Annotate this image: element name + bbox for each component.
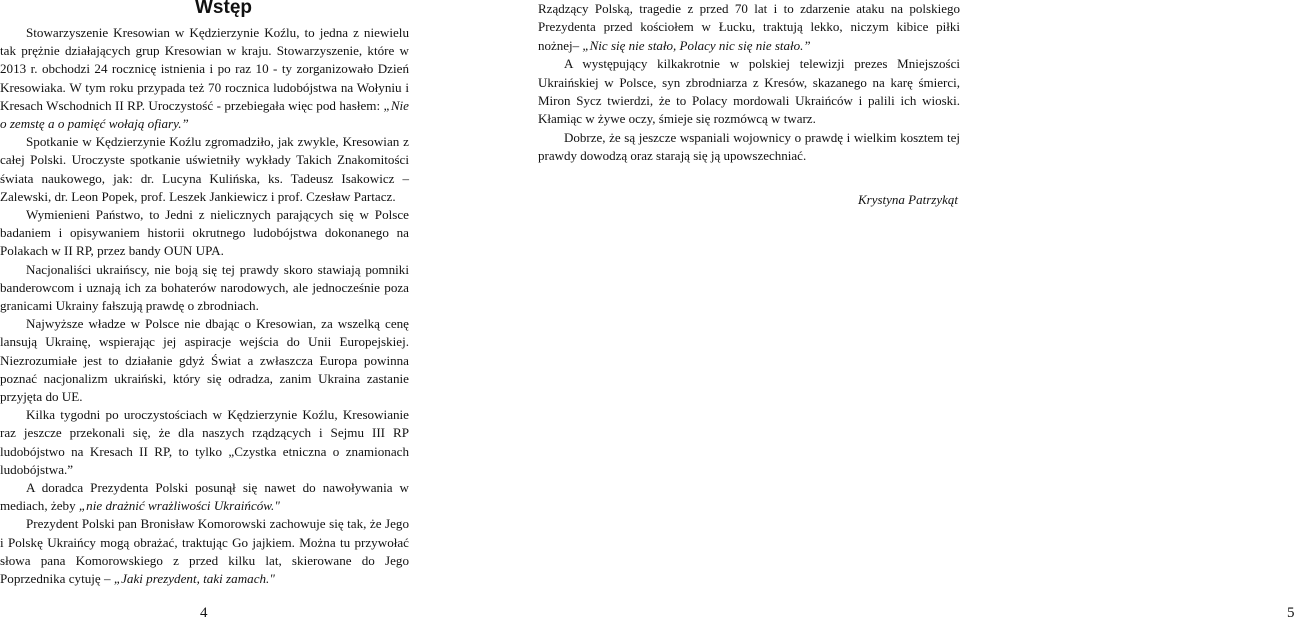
page-title: Wstęp (195, 0, 252, 18)
paragraph-7: A doradca Prezydenta Polski posunął się nawet do nawoływania w mediach, żeby „nie drażnić wrażliwości Ukraińców." (0, 480, 409, 514)
paragraph-4: Nacjonaliści ukraińscy, nie boją się tej prawdy skoro stawiają pomniki banderowcom i uznają ich za bohaterów narodowych, ale jednocześnie poza granicami Ukrainy fałszują prawdę o zbrodniach. (0, 261, 409, 314)
paragraph-2: Spotkanie w Kędzierzynie Koźlu zgromadziło, jak zwykle, Kresowian z całej Polski. Uroczyste spotkanie uświetniły wykłady Takich Znakomitości świata naukowego, jak: dr. Lucyna Kulińska, ks. Tadeusz Isakowicz – Zalewski, dr. Leon Popek, prof. Leszek Jankiewicz i prof. Czesław Partacz. (0, 134, 409, 204)
right-page (538, 0, 1295, 622)
paragraph-5: Najwyższe władze w Polsce nie dbając o Kresowian, za wszelką cenę lansują Ukrainę, wspierając jej aspiracje wejścia do Unii Europejskiej. Niezrozumiałe jest to działanie gdyż Świat a zwłaszcza Europa powinna poznać nacjonalizm ukraiński, który się odradza, zanim Ukraina zastanie przyjęta do UE. (0, 316, 409, 405)
quote-motto: „Nie o zemstę a o pamięć wołają ofiary.” (0, 97, 409, 132)
paragraph-8: Prezydent Polski pan Bronisław Komorowski zachowuje się tak, że Jego i Polskę Ukraińcy mogą obrażać, traktując Go jajkiem. Można tu przywołać słowa pana Komorowskiego z przed kilku lat, skierowane do Jego Poprzednika cytuję – „Jaki prezydent, taki zamach." (0, 516, 409, 587)
page-number-left: 4 (200, 605, 208, 621)
quote-football: „Nic się nie stało, Polacy nic się nie stało.” (582, 37, 811, 53)
paragraph-1: Stowarzyszenie Kresowian w Kędzierzynie Koźlu, to jedna z niewielu tak prężnie działających grup Kresowian w kraju. Stowarzyszenie, które w 2013 r. obchodzi 24 rocznicę istnienia i po raz 10 - ty zorganizowało Dzień Kresowiaka. W tym roku przypada też 70 rocznica ludobójstwa na Wołyniu i Kresach Wschodnich II RP. Uroczystość - przebiegała więc pod hasłem: „Nie o zemstę a o pamięć wołają ofiary.” (0, 25, 409, 132)
page-number-right: 5 (1287, 605, 1295, 621)
left-page (0, 0, 414, 622)
paragraph-r1: Rządzący Polską, tragedie z przed 70 lat i to zdarzenie ataku na polskiego Prezydenta przed kościołem w Łucku, traktują lekko, niczym kibice piłki nożnej– „Nic się nie stało, Polacy nic się nie stało.” (538, 1, 960, 53)
left-page-body (0, 24, 409, 588)
paragraph-r3: Dobrze, że są jeszcze wspaniali wojownicy o prawdę i wielkim kosztem tej prawdy dowodzą oraz starają się ją upowszechniać. (538, 129, 960, 164)
paragraph-3: Wymienieni Państwo, to Jedni z nielicznych parających się w Polsce badaniem i opisywaniem historii okrutnego ludobójstwa dokonanego na Polakach w II RP, przez bandy OUN UPA. (0, 207, 409, 259)
quote-president: „Jaki prezydent, taki zamach." (113, 571, 275, 587)
right-page-body (538, 0, 960, 166)
quote-advisor: „nie drażnić wrażliwości Ukraińców." (78, 498, 280, 514)
author-signature: Krystyna Patrzykąt (857, 191, 958, 207)
paragraph-6: Kilka tygodni po uroczystościach w Kędzierzynie Koźlu, Kresowianie raz jeszcze przekonali się, że dla naszych rządzących i Sejmu III RP ludobójstwo na Kresach II RP, to tylko „Czystka etniczna o znamionach ludobójstwa.” (0, 407, 409, 477)
paragraph-r2: A występujący kilkakrotnie w polskiej telewizji prezes Mniejszości Ukraińskiej w Polsce, syn zbrodniarza z Kresów, skazanego na karę śmierci, Miron Sycz twierdzi, że to Polacy mordowali Ukraińców i palili ich wioski. Kłamiąc w żywe oczy, śmieje się rozmówcą w twarz. (538, 56, 960, 127)
